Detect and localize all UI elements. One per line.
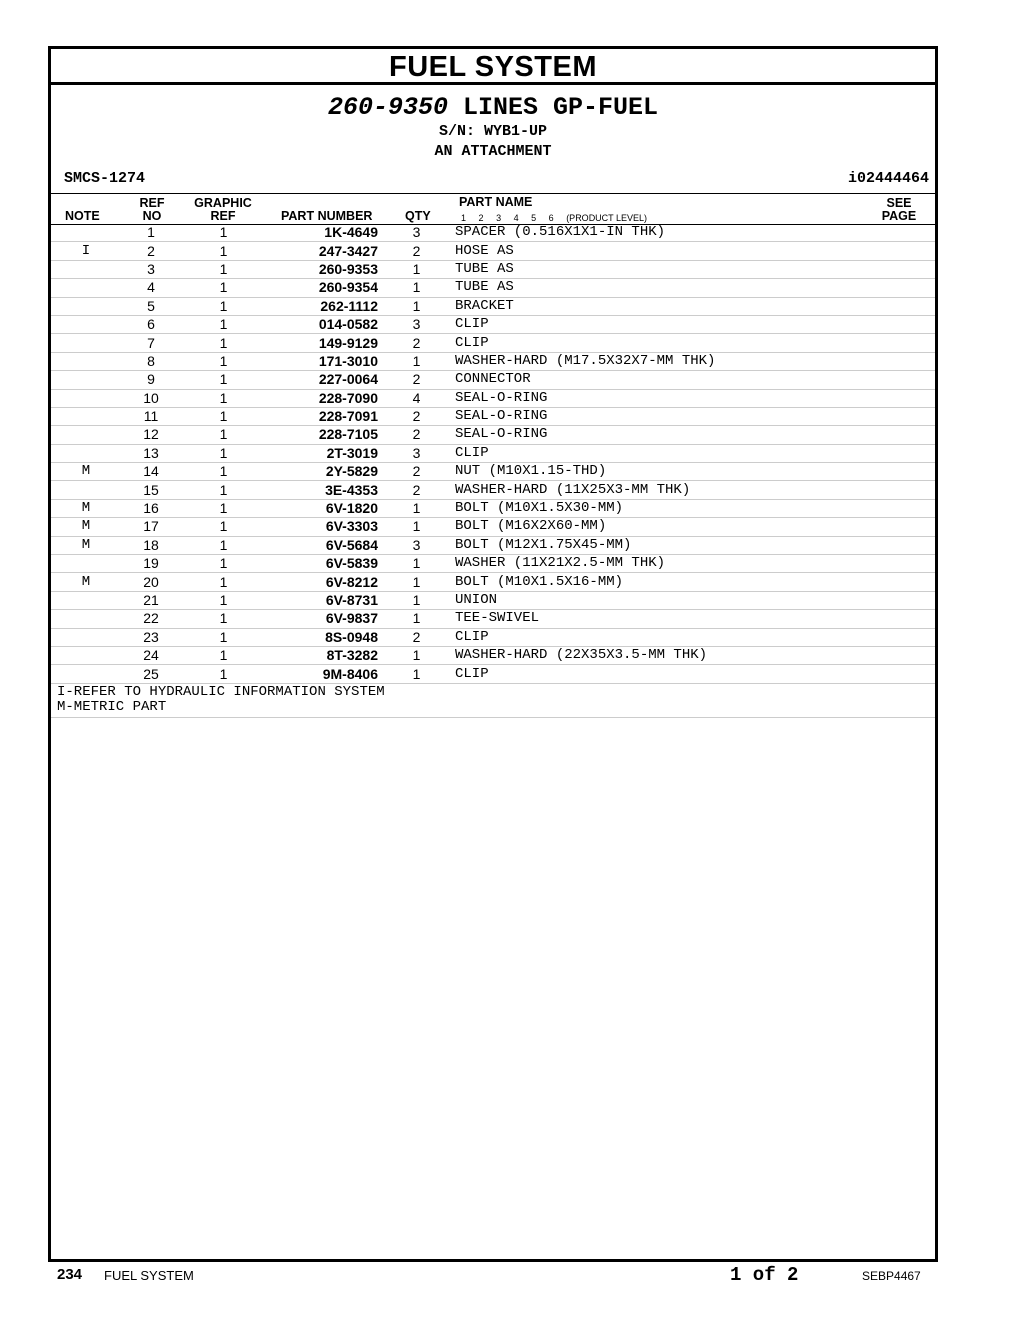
cell-ref: 15	[121, 481, 181, 499]
footer-page-of: 1 of 2	[730, 1264, 799, 1286]
table-row	[51, 352, 935, 370]
footer-doc-id: SEBP4467	[862, 1269, 921, 1283]
cell-see-page	[895, 628, 935, 646]
cell-note: M	[51, 536, 121, 554]
cell-name: WASHER-HARD (22X35X3.5-MM THK)	[455, 646, 895, 664]
cell-qty: 1	[378, 555, 455, 573]
cell-note	[51, 389, 121, 407]
cell-name: BRACKET	[455, 297, 895, 315]
cell-graphic: 1	[181, 315, 266, 333]
cell-name: HOSE AS	[455, 242, 895, 260]
cell-note	[51, 444, 121, 462]
cell-note: M	[51, 573, 121, 591]
cell-graphic: 1	[181, 591, 266, 609]
cell-ref: 19	[121, 555, 181, 573]
cell-graphic: 1	[181, 610, 266, 628]
cell-graphic: 1	[181, 389, 266, 407]
table-row	[51, 334, 935, 352]
cell-ref: 2	[121, 242, 181, 260]
cell-see-page	[895, 463, 935, 481]
cell-part: 228-7105	[266, 426, 378, 444]
cell-see-page	[895, 610, 935, 628]
cell-see-page	[895, 315, 935, 333]
page-footer	[0, 1266, 1020, 1290]
cell-ref: 9	[121, 371, 181, 389]
cell-note	[51, 297, 121, 315]
level-2: 2	[478, 213, 484, 223]
cell-ref: 10	[121, 389, 181, 407]
cell-note	[51, 334, 121, 352]
cell-qty: 1	[378, 499, 455, 517]
cell-name: CLIP	[455, 315, 895, 333]
cell-part: 6V-5684	[266, 536, 378, 554]
cell-see-page	[895, 481, 935, 499]
cell-see-page	[895, 224, 935, 242]
cell-part: 149-9129	[266, 334, 378, 352]
cell-name: CLIP	[455, 334, 895, 352]
cell-graphic: 1	[181, 407, 266, 425]
table-row	[51, 279, 935, 297]
cell-ref: 6	[121, 315, 181, 333]
cell-part: 014-0582	[266, 315, 378, 333]
cell-qty: 3	[378, 444, 455, 462]
cell-see-page	[895, 407, 935, 425]
header-qty: QTY	[405, 209, 431, 223]
header-part-name: PART NAME	[459, 195, 533, 209]
cell-qty: 1	[378, 573, 455, 591]
cell-name: WASHER (11X21X2.5-MM THK)	[455, 555, 895, 573]
cell-part: 8T-3282	[266, 646, 378, 664]
cell-ref: 3	[121, 260, 181, 278]
cell-part: 6V-5839	[266, 555, 378, 573]
cell-ref: 21	[121, 591, 181, 609]
cell-graphic: 1	[181, 224, 266, 242]
cell-graphic: 1	[181, 463, 266, 481]
cell-name: CLIP	[455, 628, 895, 646]
cell-ref: 24	[121, 646, 181, 664]
cell-graphic: 1	[181, 628, 266, 646]
cell-graphic: 1	[181, 499, 266, 517]
header-ref-no	[139, 197, 165, 223]
cell-ref: 13	[121, 444, 181, 462]
cell-part: 9M-8406	[266, 665, 378, 683]
cell-part: 6V-9837	[266, 610, 378, 628]
cell-part: 247-3427	[266, 242, 378, 260]
cell-ref: 1	[121, 224, 181, 242]
cell-part: 260-9354	[266, 279, 378, 297]
cell-note	[51, 646, 121, 664]
cell-see-page	[895, 444, 935, 462]
cell-note: I	[51, 242, 121, 260]
cell-ref: 22	[121, 610, 181, 628]
table-row	[51, 463, 935, 481]
footer-page-number: 234	[57, 1266, 83, 1283]
cell-name: TEE-SWIVEL	[455, 610, 895, 628]
cell-see-page	[895, 591, 935, 609]
cell-part: 2T-3019	[266, 444, 378, 462]
group-name: LINES GP-FUEL	[463, 93, 659, 122]
cell-graphic: 1	[181, 536, 266, 554]
table-row	[51, 536, 935, 554]
notes-legend	[51, 685, 935, 718]
header-see-page	[879, 197, 919, 223]
cell-qty: 4	[378, 389, 455, 407]
cell-ref: 16	[121, 499, 181, 517]
cell-name: SPACER (0.516X1X1-IN THK)	[455, 224, 895, 242]
cell-qty: 2	[378, 426, 455, 444]
table-row	[51, 371, 935, 389]
cell-name: SEAL-O-RING	[455, 389, 895, 407]
cell-name: CLIP	[455, 665, 895, 683]
table-row	[51, 260, 935, 278]
cell-note	[51, 371, 121, 389]
group-heading	[51, 93, 935, 122]
cell-name: UNION	[455, 591, 895, 609]
cell-part: 262-1112	[266, 297, 378, 315]
level-1: 1	[461, 213, 467, 223]
cell-qty: 2	[378, 371, 455, 389]
cell-note	[51, 315, 121, 333]
cell-graphic: 1	[181, 297, 266, 315]
cell-part: 260-9353	[266, 260, 378, 278]
table-row	[51, 481, 935, 499]
cell-ref: 18	[121, 536, 181, 554]
table-row	[51, 591, 935, 609]
level-3: 3	[496, 213, 502, 223]
table-row	[51, 573, 935, 591]
cell-graphic: 1	[181, 518, 266, 536]
cell-note	[51, 665, 121, 683]
cell-ref: 7	[121, 334, 181, 352]
cell-part: 6V-3303	[266, 518, 378, 536]
cell-name: SEAL-O-RING	[455, 407, 895, 425]
cell-ref: 20	[121, 573, 181, 591]
cell-name: WASHER-HARD (11X25X3-MM THK)	[455, 481, 895, 499]
cell-graphic: 1	[181, 665, 266, 683]
cell-part: 1K-4649	[266, 224, 378, 242]
cell-part: 228-7090	[266, 389, 378, 407]
cell-see-page	[895, 334, 935, 352]
cell-graphic: 1	[181, 371, 266, 389]
cell-see-page	[895, 279, 935, 297]
cell-note	[51, 279, 121, 297]
cell-qty: 1	[378, 610, 455, 628]
table-row	[51, 646, 935, 664]
group-number: 260-9350	[327, 93, 448, 122]
cell-qty: 2	[378, 407, 455, 425]
cell-name: BOLT (M10X1.5X16-MM)	[455, 573, 895, 591]
table-row	[51, 315, 935, 333]
cell-note	[51, 426, 121, 444]
cell-qty: 1	[378, 665, 455, 683]
cell-see-page	[895, 260, 935, 278]
table-header	[51, 193, 935, 225]
cell-qty: 3	[378, 224, 455, 242]
cell-graphic: 1	[181, 444, 266, 462]
cell-see-page	[895, 665, 935, 683]
cell-see-page	[895, 389, 935, 407]
header-see-top: SEE	[886, 196, 912, 210]
cell-qty: 2	[378, 481, 455, 499]
cell-ref: 4	[121, 279, 181, 297]
cell-graphic: 1	[181, 260, 266, 278]
attachment-label: AN ATTACHMENT	[434, 143, 552, 160]
cell-graphic: 1	[181, 573, 266, 591]
serial-range: S/N: WYB1-UP	[438, 123, 548, 140]
cell-qty: 1	[378, 591, 455, 609]
cell-graphic: 1	[181, 555, 266, 573]
cell-ref: 8	[121, 352, 181, 370]
page-frame	[48, 46, 938, 1262]
cell-qty: 2	[378, 334, 455, 352]
cell-see-page	[895, 352, 935, 370]
cell-name: BOLT (M12X1.75X45-MM)	[455, 536, 895, 554]
cell-see-page	[895, 646, 935, 664]
cell-qty: 1	[378, 352, 455, 370]
cell-part: 227-0064	[266, 371, 378, 389]
table-row	[51, 628, 935, 646]
note-metric: M-METRIC PART	[57, 699, 167, 715]
table-row	[51, 389, 935, 407]
table-row	[51, 224, 935, 242]
cell-qty: 2	[378, 242, 455, 260]
cell-graphic: 1	[181, 481, 266, 499]
cell-graphic: 1	[181, 279, 266, 297]
table-row	[51, 555, 935, 573]
level-caption: (PRODUCT LEVEL)	[566, 213, 648, 223]
cell-name: CLIP	[455, 444, 895, 462]
cell-graphic: 1	[181, 334, 266, 352]
page-title: FUEL SYSTEM	[51, 49, 935, 85]
cell-see-page	[895, 242, 935, 260]
cell-qty: 1	[378, 518, 455, 536]
cell-see-page	[895, 555, 935, 573]
table-row	[51, 665, 935, 683]
cell-ref: 23	[121, 628, 181, 646]
cell-note	[51, 628, 121, 646]
header-see-bottom: PAGE	[881, 209, 917, 223]
cell-note: M	[51, 499, 121, 517]
cell-see-page	[895, 573, 935, 591]
header-graphic-ref	[191, 197, 255, 223]
table-row	[51, 426, 935, 444]
cell-name: BOLT (M10X1.5X30-MM)	[455, 499, 895, 517]
cell-name: SEAL-O-RING	[455, 426, 895, 444]
cell-part: 8S-0948	[266, 628, 378, 646]
cell-note: M	[51, 518, 121, 536]
cell-ref: 17	[121, 518, 181, 536]
cell-name: TUBE AS	[455, 260, 895, 278]
cell-qty: 1	[378, 297, 455, 315]
level-5: 5	[531, 213, 537, 223]
cell-note	[51, 407, 121, 425]
parts-table	[51, 224, 935, 684]
table-row	[51, 518, 935, 536]
cell-part: 3E-4353	[266, 481, 378, 499]
cell-part: 6V-8212	[266, 573, 378, 591]
table-row	[51, 242, 935, 260]
cell-part: 6V-1820	[266, 499, 378, 517]
cell-name: WASHER-HARD (M17.5X32X7-MM THK)	[455, 352, 895, 370]
cell-qty: 1	[378, 260, 455, 278]
cell-note	[51, 555, 121, 573]
cell-graphic: 1	[181, 242, 266, 260]
cell-name: TUBE AS	[455, 279, 895, 297]
cell-note: M	[51, 463, 121, 481]
cell-see-page	[895, 536, 935, 554]
cell-note	[51, 481, 121, 499]
cell-name: CONNECTOR	[455, 371, 895, 389]
note-hydraulic: I-REFER TO HYDRAULIC INFORMATION SYSTEM	[57, 684, 385, 700]
cell-ref: 5	[121, 297, 181, 315]
level-6: 6	[548, 213, 554, 223]
table-row	[51, 407, 935, 425]
cell-ref: 11	[121, 407, 181, 425]
cell-see-page	[895, 518, 935, 536]
cell-qty: 1	[378, 279, 455, 297]
cell-note	[51, 591, 121, 609]
table-row	[51, 444, 935, 462]
cell-part: 6V-8731	[266, 591, 378, 609]
cell-see-page	[895, 426, 935, 444]
cell-note	[51, 352, 121, 370]
table-row	[51, 610, 935, 628]
cell-ref: 25	[121, 665, 181, 683]
cell-note	[51, 224, 121, 242]
header-ref-top: REF	[139, 196, 165, 210]
cell-ref: 12	[121, 426, 181, 444]
cell-qty: 2	[378, 628, 455, 646]
cell-part: 2Y-5829	[266, 463, 378, 481]
cell-graphic: 1	[181, 646, 266, 664]
smcs-code: SMCS-1274	[64, 170, 146, 187]
cell-qty: 1	[378, 646, 455, 664]
cell-name: NUT (M10X1.15-THD)	[455, 463, 895, 481]
cell-qty: 3	[378, 315, 455, 333]
header-note: NOTE	[65, 209, 100, 223]
cell-note	[51, 610, 121, 628]
cell-note	[51, 260, 121, 278]
table-row	[51, 499, 935, 517]
header-graphic-top: GRAPHIC	[194, 196, 252, 210]
cell-see-page	[895, 297, 935, 315]
level-4: 4	[513, 213, 519, 223]
cell-ref: 14	[121, 463, 181, 481]
header-part-number: PART NUMBER	[281, 209, 373, 223]
cell-name: BOLT (M16X2X60-MM)	[455, 518, 895, 536]
cell-see-page	[895, 499, 935, 517]
cell-see-page	[895, 371, 935, 389]
footer-section: FUEL SYSTEM	[104, 1268, 194, 1283]
cell-graphic: 1	[181, 426, 266, 444]
header-graphic-bottom: REF	[210, 209, 236, 223]
cell-part: 171-3010	[266, 352, 378, 370]
illustration-id: i02444464	[847, 170, 929, 187]
cell-graphic: 1	[181, 352, 266, 370]
cell-qty: 2	[378, 463, 455, 481]
header-ref-bottom: NO	[142, 209, 162, 223]
cell-qty: 3	[378, 536, 455, 554]
cell-part: 228-7091	[266, 407, 378, 425]
table-row	[51, 297, 935, 315]
